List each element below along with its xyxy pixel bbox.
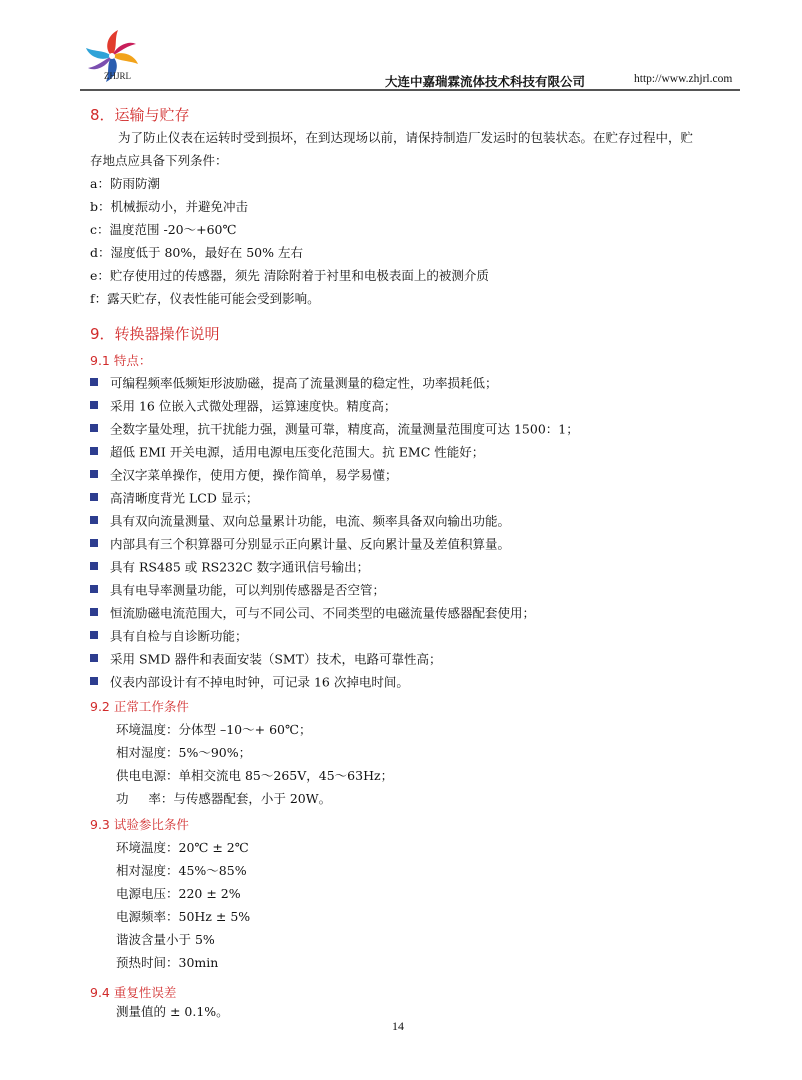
square-bullet-icon [90, 654, 98, 662]
feature-item: 采用 SMD 器件和表面安装（SMT）技术，电路可靠性高； [90, 648, 442, 668]
square-bullet-icon [90, 401, 98, 409]
feature-item: 具有 RS485 或 RS232C 数字通讯信号输出； [90, 556, 369, 576]
section-8-para-line-2: 存地点应具备下列条件： [90, 153, 228, 168]
square-bullet-icon [90, 608, 98, 616]
square-bullet-icon [90, 447, 98, 455]
square-bullet-icon [90, 677, 98, 685]
feature-item: 全数字量处理，抗干扰能力强，测量可靠，精度高，流量测量范围度可达 1500：1； [90, 418, 579, 438]
feature-item: 可编程频率低频矩形波励磁，提高了流量测量的稳定性，功率损耗低； [90, 372, 498, 392]
square-bullet-icon [90, 585, 98, 593]
square-bullet-icon [90, 539, 98, 547]
square-bullet-icon [90, 470, 98, 478]
section-9-4-title: 9.4 重复性误差 [90, 985, 177, 1000]
section-9-1-title: 9.1 特点： [90, 353, 152, 368]
feature-item: 全汉字菜单操作，使用方便，操作简单，易学易懂； [90, 464, 398, 484]
feature-item: 具有电导率测量功能，可以判别传感器是否空管； [90, 579, 385, 599]
square-bullet-icon [90, 516, 98, 524]
section-9-2-title: 9.2 正常工作条件 [90, 699, 189, 714]
storage-condition-f: f：露天贮存，仪表性能可能会受到影响。 [90, 291, 320, 306]
square-bullet-icon [90, 424, 98, 432]
storage-condition-a: a：防雨防潮 [90, 176, 160, 191]
working-condition-line: 环境温度：分体型 –10～+ 60℃； [116, 722, 312, 737]
square-bullet-icon [90, 378, 98, 386]
website-url: http://www.zhjrl.com [634, 73, 733, 85]
section-9-3-title: 9.3 试验参比条件 [90, 817, 189, 832]
storage-condition-c: c：温度范围 -20～+60℃ [90, 222, 237, 237]
square-bullet-icon [90, 493, 98, 501]
company-name: 大连中嘉瑞霖流体技术科技有限公司 [385, 74, 586, 89]
feature-item: 超低 EMI 开关电源，适用电源电压变化范围大。抗 EMC 性能好； [90, 441, 484, 461]
test-condition-line: 谐波含量小于 5% [116, 932, 215, 947]
storage-condition-e: e：贮存使用过的传感器，须先 清除附着于衬里和电极表面上的被测介质 [90, 268, 489, 283]
header-divider [80, 89, 740, 91]
page-number: 14 [392, 1019, 404, 1033]
test-condition-line: 电源频率：50Hz ± 5% [116, 909, 251, 924]
test-condition-line: 相对湿度：45%～85% [116, 863, 247, 878]
logo-text: ZHJRL [104, 71, 131, 81]
feature-item: 仪表内部设计有不掉电时钟，可记录 16 次掉电时间。 [90, 671, 409, 691]
working-condition-line: 供电电源：单相交流电 85～265V，45～63Hz； [116, 768, 394, 783]
square-bullet-icon [90, 562, 98, 570]
storage-condition-b: b：机械振动小，并避免冲击 [90, 199, 249, 214]
test-condition-line: 预热时间：30min [116, 955, 219, 970]
square-bullet-icon [90, 631, 98, 639]
test-condition-line: 电源电压：220 ± 2% [116, 886, 241, 901]
test-condition-line: 环境温度：20℃ ± 2℃ [116, 840, 249, 855]
feature-item: 恒流励磁电流范围大，可与不同公司、不同类型的电磁流量传感器配套使用； [90, 602, 535, 622]
storage-condition-d: d：湿度低于 80%，最好在 50% 左右 [90, 245, 303, 260]
page-header [0, 0, 802, 100]
section-8-para-line-1: 为了防止仪表在运转时受到损坏，在到达现场以前，请保持制造厂发运时的包装状态。在贮存过程中，贮 [118, 130, 694, 145]
feature-item: 具有双向流量测量、双向总量累计功能，电流、频率具备双向输出功能。 [90, 510, 510, 530]
working-condition-line: 相对湿度：5%～90%； [116, 745, 252, 760]
section-9-title: 9．转换器操作说明 [90, 325, 220, 343]
feature-item: 具有自检与自诊断功能； [90, 625, 248, 645]
feature-item: 内部具有三个积算器可分别显示正向累计量、反向累计量及差值积算量。 [90, 533, 510, 553]
feature-item: 高清晰度背光 LCD 显示； [90, 487, 258, 507]
section-8-title: 8．运输与贮存 [90, 106, 190, 124]
working-condition-line: 功 率：与传感器配套，小于 20W。 [116, 791, 332, 806]
feature-item: 采用 16 位嵌入式微处理器，运算速度快。精度高； [90, 395, 396, 415]
repeatability-line: 测量值的 ± 0.1%。 [116, 1004, 229, 1019]
